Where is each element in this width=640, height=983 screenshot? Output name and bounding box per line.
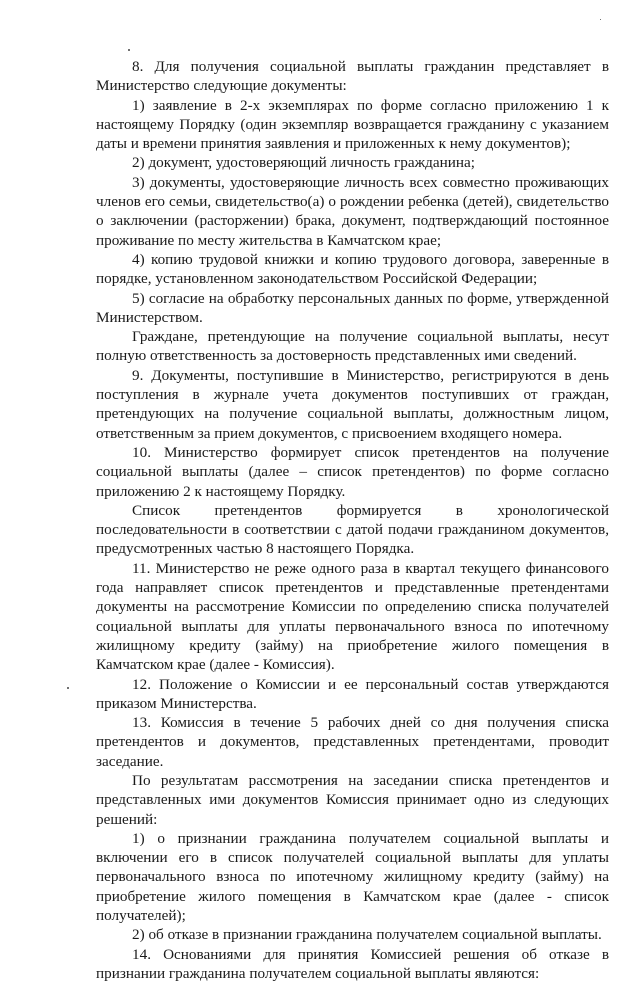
paragraph-11: 11. Министерство не реже одного раза в квартал текущего финансового года направляет список претендентов и представленные претендентами документы на рассмотрение Комиссии по определению списка получателей социальной выплаты для уплаты первоначального взноса по ипотечному жилищному кредиту (займу) на приобретение жилого помещения в Камчатском крае (далее - Комиссия). xyxy=(96,559,609,674)
paragraph-responsibility: Граждане, претендующие на получение социальной выплаты, несут полную ответственность за достоверность представленных ими сведений. xyxy=(96,328,609,365)
list-item-2: 2) документ, удостоверяющий личность гражданина; xyxy=(132,154,475,172)
list-item-5: 5) согласие на обработку персональных данных по форме, утвержденной Министерством. xyxy=(96,289,609,326)
scan-speck xyxy=(128,49,130,51)
paragraph-10: 10. Министерство формирует список претендентов на получение социальной выплаты (далее – список претендентов) по форме согласно приложению 2 к настоящему Порядку. xyxy=(96,443,609,500)
paragraph-12: 12. Положение о Комиссии и ее персональный состав утверждаются приказом Министерства. xyxy=(96,675,609,712)
paragraph-13: 13. Комиссия в течение 5 рабочих дней со дня получения списка претендентов и документов, представленных претендентами, проводит заседание. xyxy=(96,714,609,770)
paragraph-results: По результатам рассмотрения на заседании списка претендентов и представленных ими документов Комиссия принимает одно из следующих решений: xyxy=(96,771,609,828)
list-item-1: 1) заявление в 2-х экземплярах по форме согласно приложению 1 к настоящему Порядку (один экземпляр возвращается гражданину с указанием даты и времени принятия заявления и приложенных к нему документов); xyxy=(96,96,609,153)
decision-item-2: 2) об отказе в признании гражданина получателем социальной выплаты. xyxy=(132,926,602,944)
paragraph-9: 9. Документы, поступившие в Министерство, регистрируются в день поступления в журнале учета документов поступивших от граждан, претендующих на получение социальной выплаты, должностным лицом, ответственным за прием документов, с присвоением входящего номера. xyxy=(96,366,609,442)
scan-speck xyxy=(600,19,601,20)
paragraph-8: 8. Для получения социальной выплаты гражданин представляет в Министерство следующие документы: xyxy=(96,58,609,95)
paragraph-candidate-list: Список претендентов формируется в хронологической последовательности в соответствии с датой подачи гражданином документов, предусмотренных частью 8 настоящего Порядка. xyxy=(96,501,609,558)
decision-item-1: 1) о признании гражданина получателем социальной выплаты и включении его в список получателей социальной выплаты для уплаты первоначального взноса по ипотечному жилищному кредиту (займу) на приобретение жилого помещения в Камчатском крае (далее - список получателей); xyxy=(96,829,609,925)
paragraph-14: 14. Основаниями для принятия Комиссией решения об отказе в признании гражданина получателем социальной выплаты являются: xyxy=(96,945,609,982)
list-item-4: 4) копию трудовой книжки и копию трудового договора, заверенные в порядке, установленном законодательством Российской Федерации; xyxy=(96,250,609,288)
scan-speck xyxy=(67,687,69,689)
document-body xyxy=(96,57,609,983)
list-item-3: 3) документы, удостоверяющие личность всех совместно проживающих членов его семьи, свидетельство(а) о рождении ребенка (детей), свидетельство о заключении (расторжении) брака, документ, подтверждающий постоянное проживание по месту жительства в Камчатском крае; xyxy=(96,173,609,249)
